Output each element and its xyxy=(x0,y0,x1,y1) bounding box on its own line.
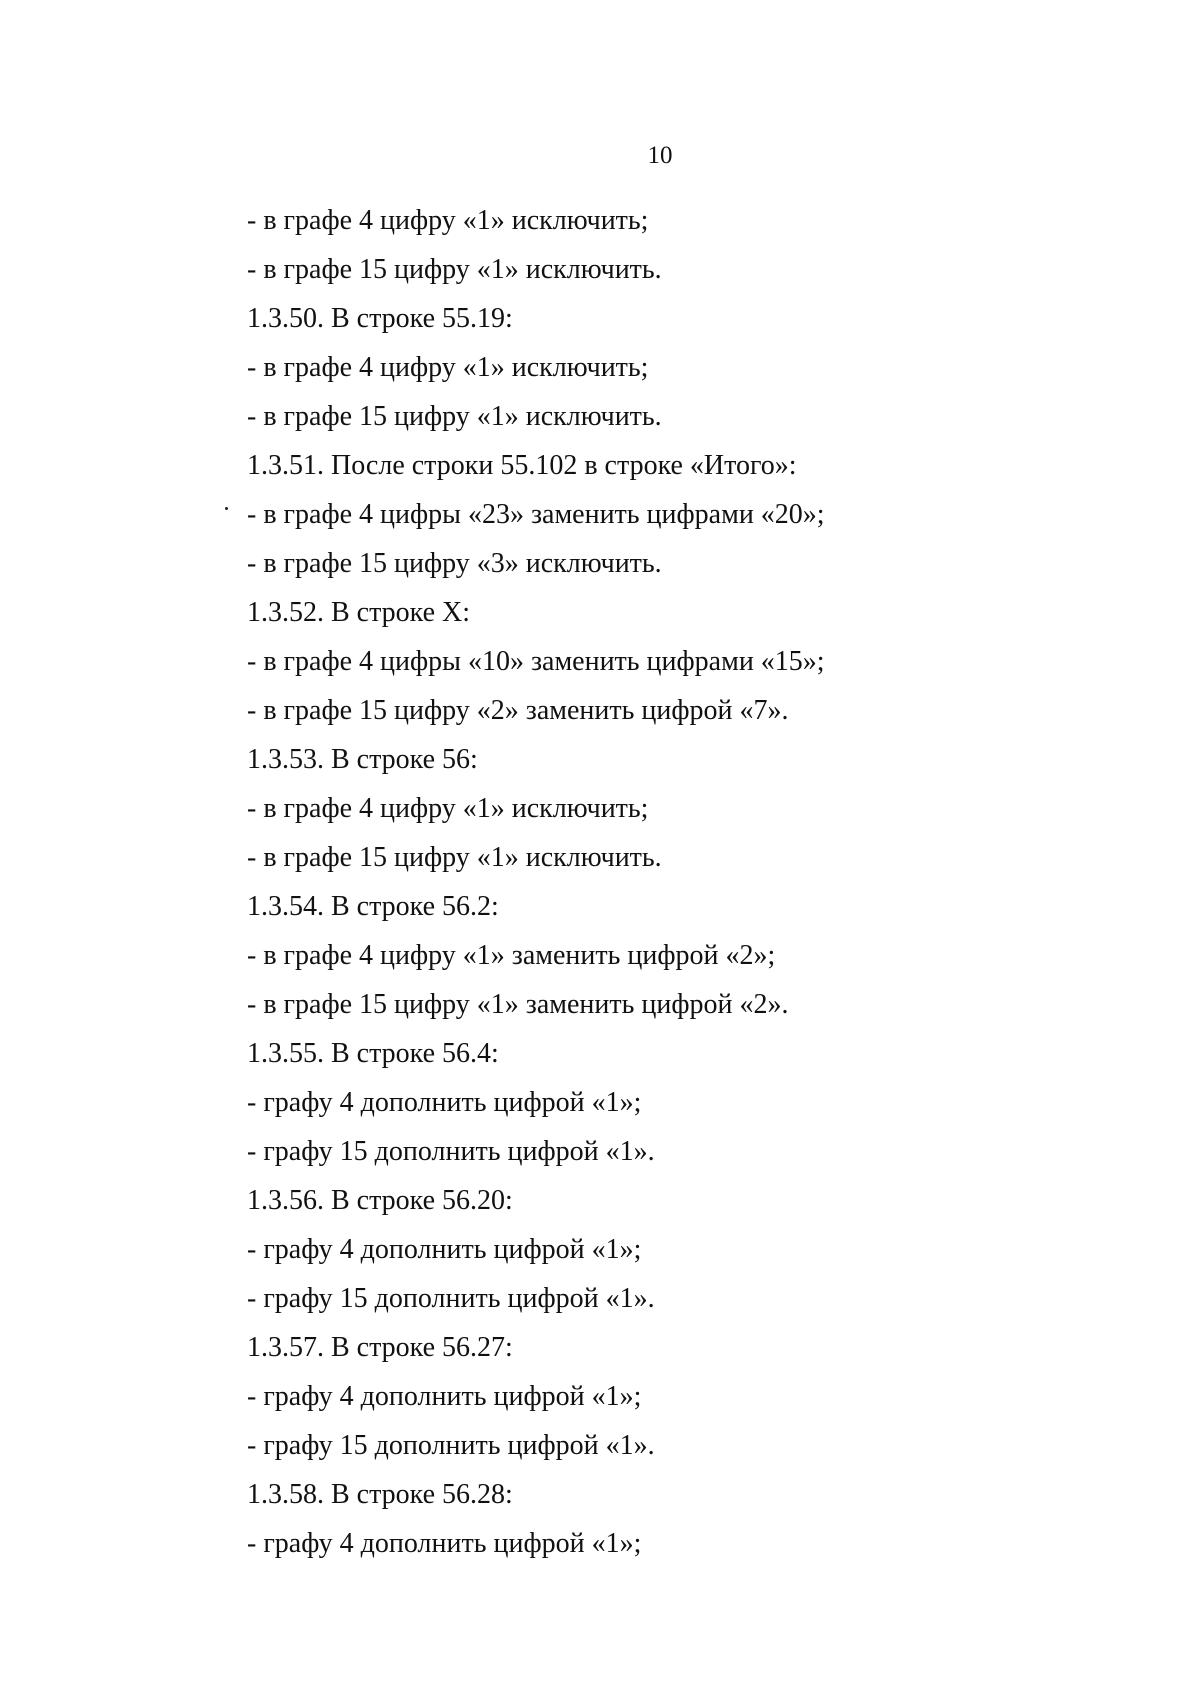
list-item: - графу 4 дополнить цифрой «1»; xyxy=(247,1381,642,1412)
list-item: - графу 4 дополнить цифрой «1»; xyxy=(247,1087,642,1118)
list-item: - в графе 15 цифру «1» заменить цифрой «2». xyxy=(247,989,789,1020)
section-heading: 1.3.52. В строке X: xyxy=(247,597,471,628)
list-item: - в графе 15 цифру «3» исключить. xyxy=(247,548,662,579)
page-number: 10 xyxy=(647,142,673,169)
section-heading: 1.3.50. В строке 55.19: xyxy=(247,303,513,334)
list-item: - графу 15 дополнить цифрой «1». xyxy=(247,1430,655,1461)
section-heading: 1.3.56. В строке 56.20: xyxy=(247,1185,513,1216)
list-item: - в графе 4 цифру «1» исключить; xyxy=(247,352,649,383)
list-item: - в графе 4 цифру «1» исключить; xyxy=(247,793,649,824)
section-heading: 1.3.58. В строке 56.28: xyxy=(247,1479,513,1510)
list-item: - графу 15 дополнить цифрой «1». xyxy=(247,1283,655,1314)
section-heading: 1.3.54. В строке 56.2: xyxy=(247,891,499,922)
document-body xyxy=(247,196,1147,1568)
section-heading: 1.3.55. В строке 56.4: xyxy=(247,1038,499,1069)
section-heading: 1.3.57. В строке 56.27: xyxy=(247,1332,513,1363)
list-item: - в графе 4 цифры «23» заменить цифрами «20»; xyxy=(247,499,825,530)
section-heading: 1.3.51. После строки 55.102 в строке «Итого»: xyxy=(247,450,797,481)
scan-artifact-dot xyxy=(225,507,228,510)
list-item: - графу 15 дополнить цифрой «1». xyxy=(247,1136,655,1167)
list-item: - графу 4 дополнить цифрой «1»; xyxy=(247,1528,642,1559)
section-heading: 1.3.53. В строке 56: xyxy=(247,744,478,775)
list-item: - в графе 15 цифру «1» исключить. xyxy=(247,254,662,285)
list-item: - в графе 4 цифры «10» заменить цифрами «15»; xyxy=(247,646,825,677)
list-item: - в графе 15 цифру «1» исключить. xyxy=(247,842,662,873)
list-item: - в графе 15 цифру «2» заменить цифрой «7». xyxy=(247,695,789,726)
list-item: - в графе 4 цифру «1» исключить; xyxy=(247,205,649,236)
list-item: - в графе 15 цифру «1» исключить. xyxy=(247,401,662,432)
list-item: - графу 4 дополнить цифрой «1»; xyxy=(247,1234,642,1265)
list-item: - в графе 4 цифру «1» заменить цифрой «2»; xyxy=(247,940,776,971)
